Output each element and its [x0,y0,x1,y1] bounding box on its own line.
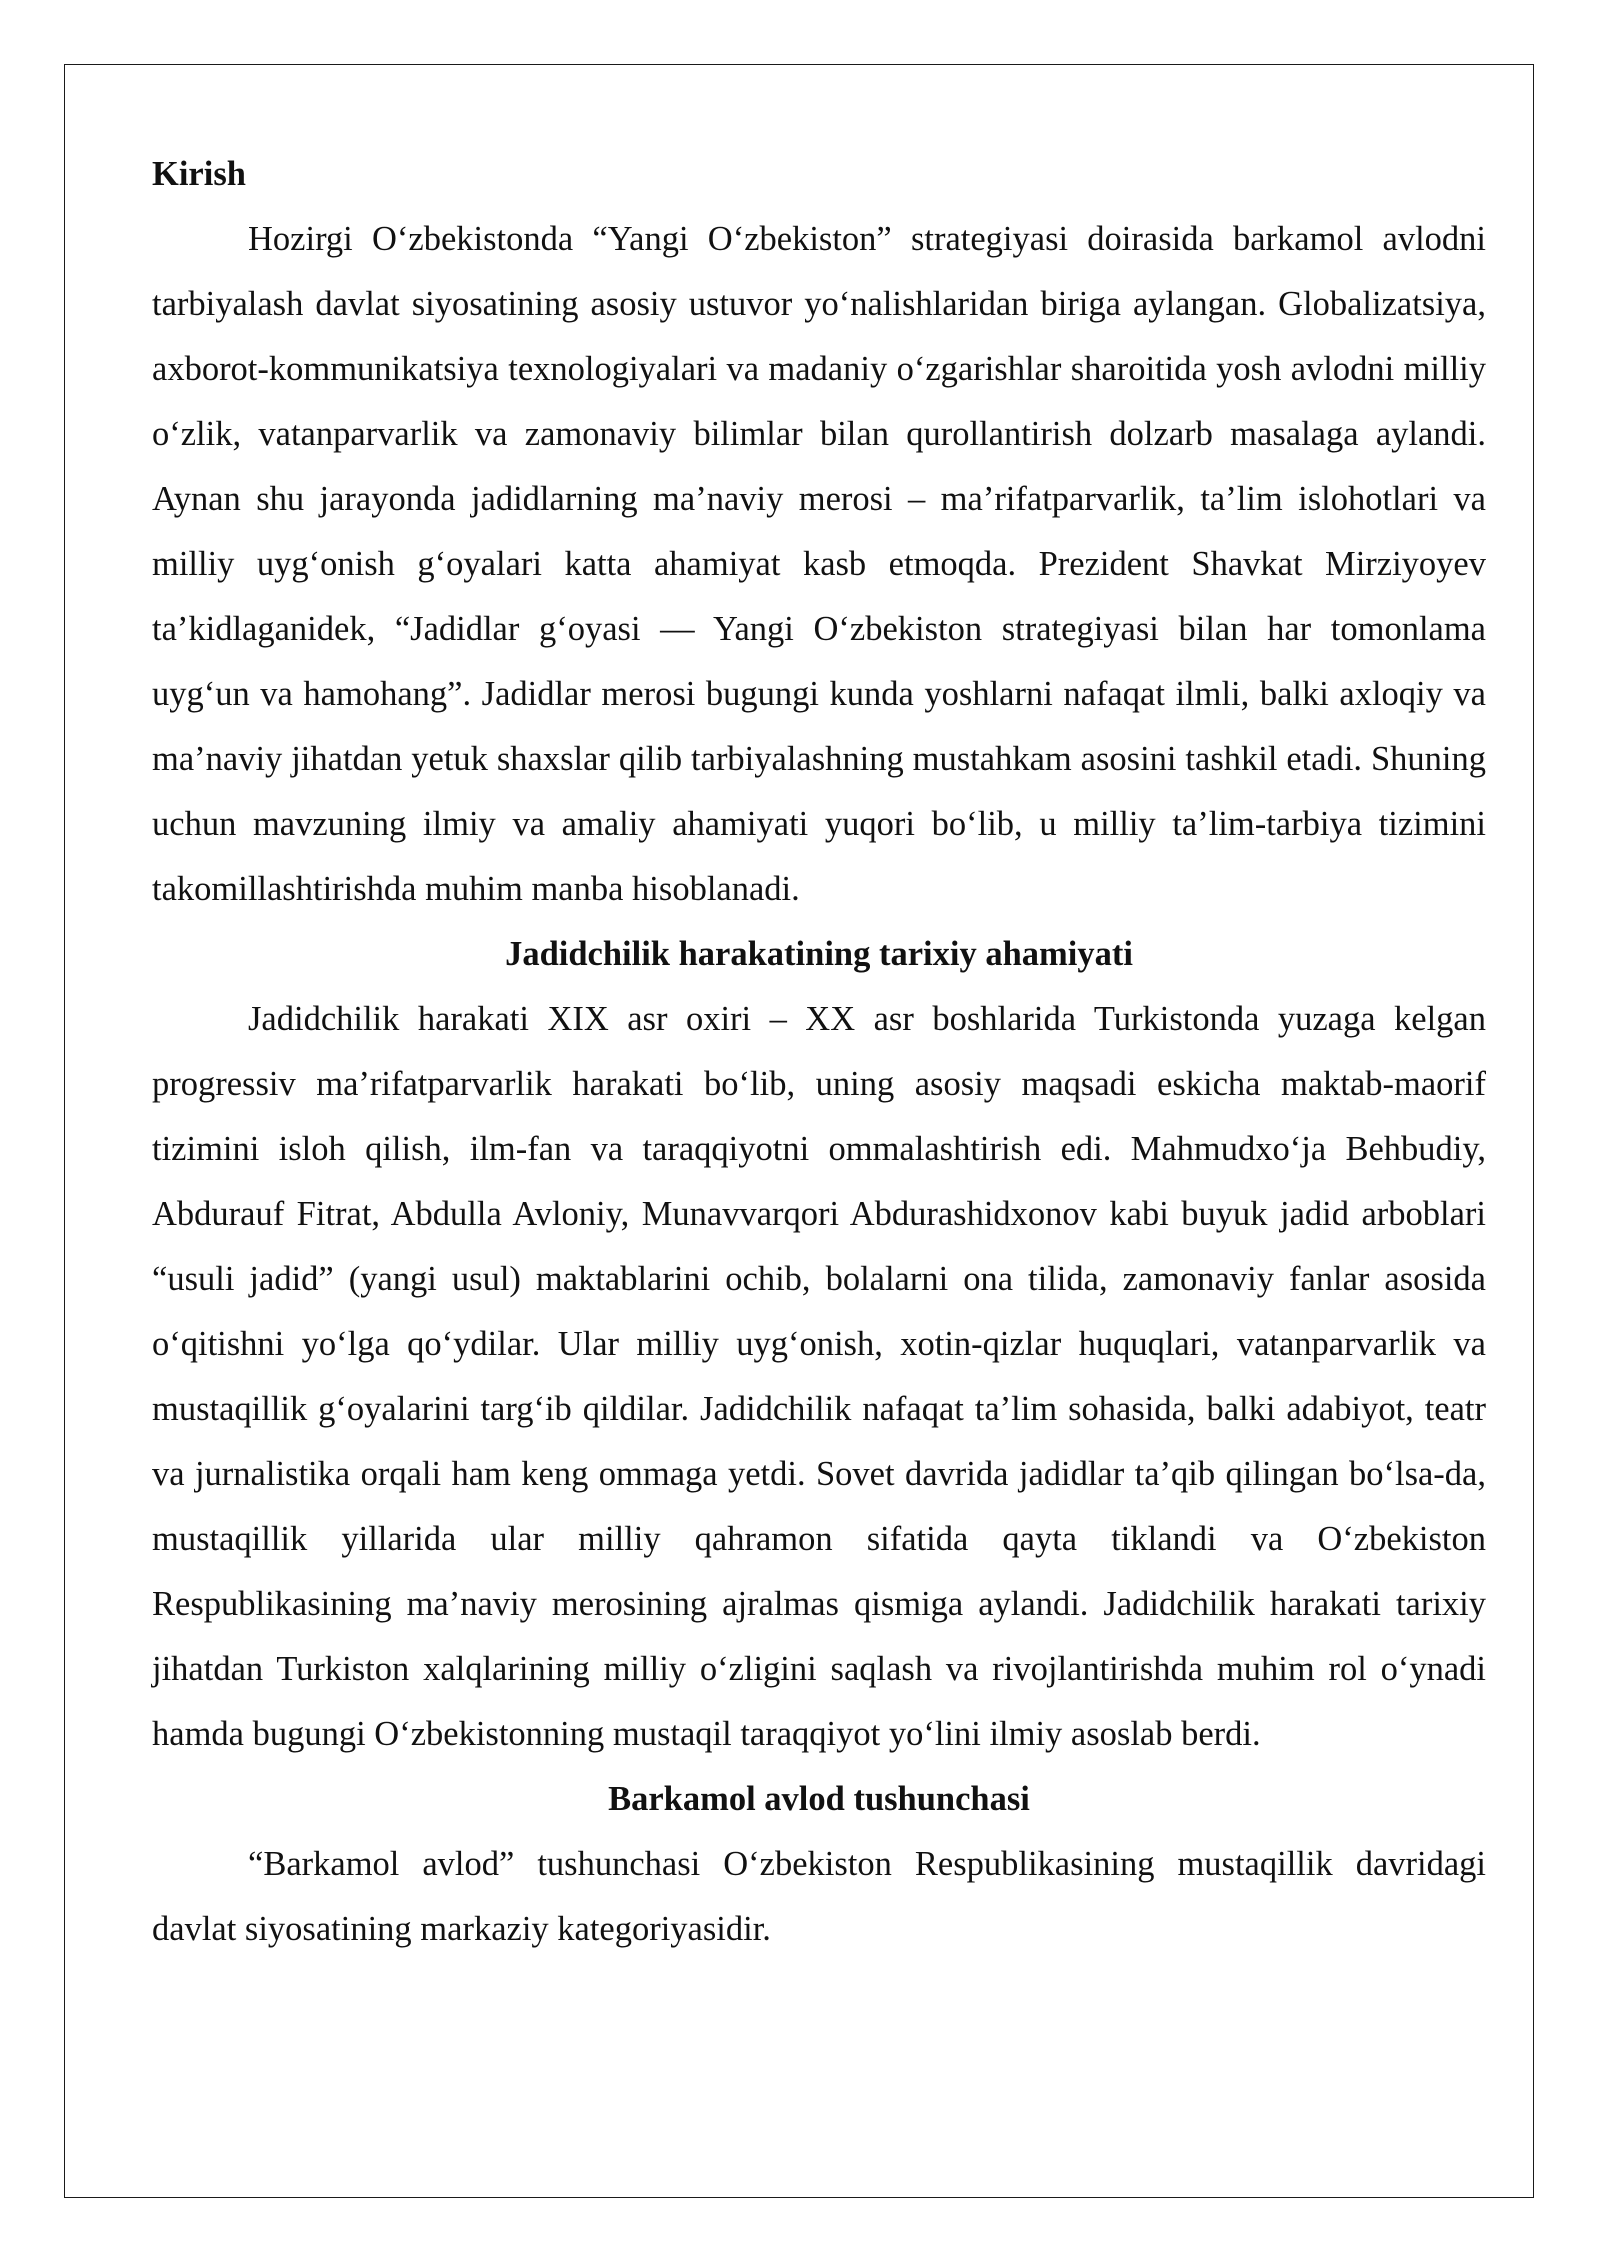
section-heading-kirish: Kirish [152,155,246,193]
paragraph-kirish: Hozirgi O‘zbekistonda “Yangi O‘zbekiston” strategiyasi doirasida barkamol avlodni tarbiyalash davlat siyosatining asosiy ustuvor yo‘nalishlaridan biriga aylangan. Globalizatsiya, axborot-kommunikatsiya texnologiyalari va madaniy o‘zgarishlar sharoitida yosh avlodni milliy o‘zlik, vatanparvarlik va zamonaviy bilimlar bilan qurollantirish dolzarb masalaga aylandi. Aynan shu jarayonda jadidlarning ma’naviy merosi – ma’rifatparvarlik, ta’lim islohotlari va milliy uyg‘onish g‘oyalari katta ahamiyat kasb etmoqda. Prezident Shavkat Mirziyoyev ta’kidlaganidek, “Jadidlar g‘oyasi — Yangi O‘zbekiston strategiyasi bilan har tomonlama uyg‘un va hamohang”. Jadidlar merosi bugungi kunda yoshlarni nafaqat ilmli, balki axloqiy va ma’naviy jihatdan yetuk shaxslar qilib tarbiyalashning mustahkam asosini tashkil etadi. Shuning uchun mavzuning ilmiy va amaliy ahamiyati yuqori bo‘lib, u milliy ta’lim-tarbiya tizimini takomillashtirishda muhim manba hisoblanadi. [152,220,1486,908]
paragraph-barkamol-avlod: “Barkamol avlod” tushunchasi O‘zbekiston Respublikasining mustaqillik davridagi davlat siyosatining markaziy kategoriyasidir. [152,1845,1486,1948]
section-heading-barkamol-avlod: Barkamol avlod tushunchasi [608,1780,1030,1818]
paragraph-jadidchilik: Jadidchilik harakati XIX asr oxiri – XX asr boshlarida Turkistonda yuzaga kelgan progressiv ma’rifatparvarlik harakati bo‘lib, uning asosiy maqsadi eskicha maktab-maorif tizimini isloh qilish, ilm-fan va taraqqiyotni ommalashtirish edi. Mahmudxo‘ja Behbudiy, Abdurauf Fitrat, Abdulla Avloniy, Munavvarqori Abdurashidxonov kabi buyuk jadid arboblari “usuli jadid” (yangi usul) maktablarini ochib, bolalarni ona tilida, zamonaviy fanlar asosida o‘qitishni yo‘lga qo‘ydilar. Ular milliy uyg‘onish, xotin-qizlar huquqlari, vatanparvarlik va mustaqillik g‘oyalarini targ‘ib qildilar. Jadidchilik nafaqat ta’lim sohasida, balki adabiyot, teatr va jurnalistika orqali ham keng ommaga yetdi. Sovet davrida jadidlar ta’qib qilingan bo‘lsa-da, mustaqillik yillarida ular milliy qahramon sifatida qayta tiklandi va O‘zbekiston Respublikasining ma’naviy merosining ajralmas qismiga aylandi. Jadidchilik harakati tarixiy jihatdan Turkiston xalqlarining milliy o‘zligini saqlash va rivojlantirishda muhim rol o‘ynadi hamda bugungi O‘zbekistonning mustaqil taraqqiyot yo‘lini ilmiy asoslab berdi. [152,1000,1486,1753]
document-body [152,142,1486,1962]
section-heading-jadidchilik: Jadidchilik harakatining tarixiy ahamiyati [505,935,1133,973]
